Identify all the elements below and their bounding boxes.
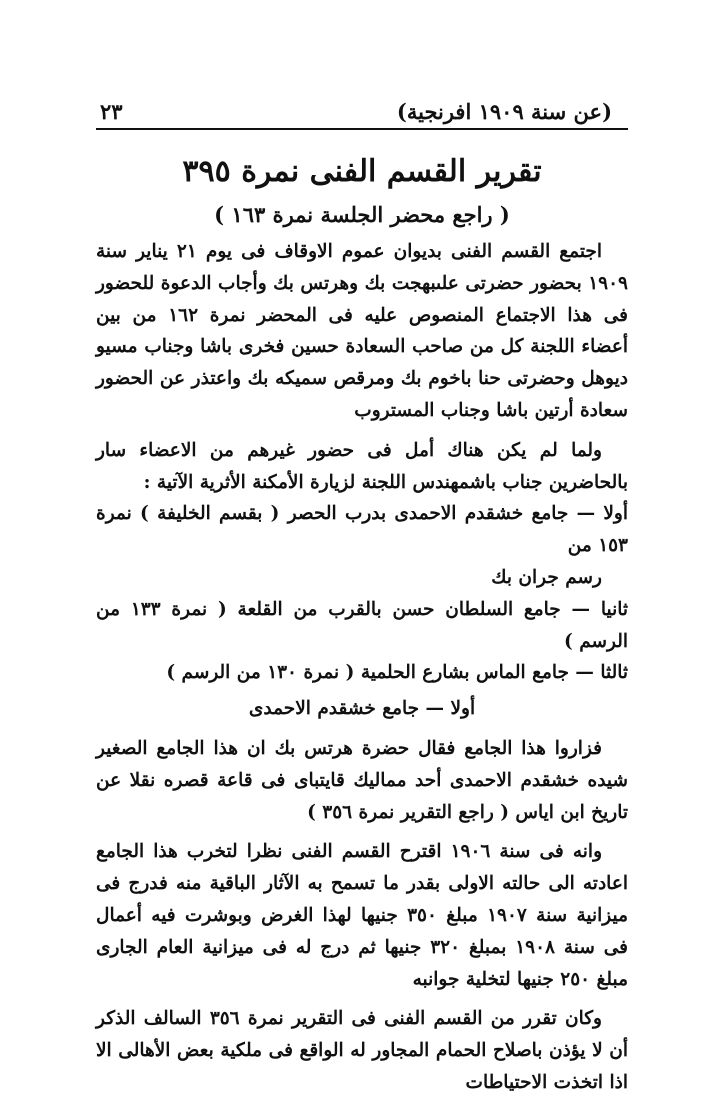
paragraph-bath: وكان تقرر من القسم الفنى فى التقرير نمرة ٣٥٦ السالف الذكر أن لا يؤذن باصلاح الحمام المجاور له الواقع فى ملكية بعض الأهالى الا اذا اتخذت الاحتياطات: [96, 1008, 628, 1093]
paragraph-visit: ولما لم يكن هناك أمل فى حضور غيرهم من الاعضاء سار بالحاضرين جناب باشمهندس اللجنة لزيارة الأمكنة الأثرية الآتية :: [96, 439, 628, 493]
list-item-second: ثانيا — جامع السلطان حسن بالقرب من القلعة ( نمرة ١٣٣ من الرسم ): [96, 598, 629, 652]
report-body: [96, 236, 628, 1099]
page-number: ٢٣: [100, 99, 123, 124]
paragraph-history: فزاروا هذا الجامع فقال حضرة هرتس بك ان هذا الجامع الصغير شيده خشقدم الاحمدى أحد مماليك قايتباى فى قاعة قصره نقلا عن تاريخ ابن اياس ( راجع التقرير نمرة ٣٥٦ ): [96, 737, 628, 823]
report-reference: ( راجع محضر الجلسة نمرة ١٦٣ ): [214, 202, 510, 227]
paragraph-budget: وانه فى سنة ١٩٠٦ اقترح القسم الفنى نظرا لتخرب هذا الجامع اعادته الى حالته الاولى بقدر ما تسمح به الآثار الباقية منه فدرج فى ميزانية سنة ١٩٠٧ مبلغ ٣٥٠ جنيها لهذا الغرض وبوشرت فيه أعمال فى سنة ١٩٠٨ بمبلغ ٣٢٠ جنيها ثم درج له فى ميزانية العام الجارى مبلغ ٢٥٠ جنيها لتخلية جوانبه: [96, 841, 628, 990]
page-header: [100, 90, 620, 124]
paragraph-meeting: اجتمع القسم الفنى بديوان عموم الاوقاف فى يوم ٢١ يناير سنة ١٩٠٩ بحضور حضرتى علىبهجت بك وهرتس بك وأجاب الدعوة للحضور فى هذا الاجتماع المنصوص عليه فى المحضر نمرة ١٦٢ من بين أعضاء اللجنة كل من صاحب السعادة حسين فخرى باشا وجناب مسيو ديوهل وحضرتى حنا باخوم بك ومرقص سميكه بك واعتذر عن الحضور سعادة أرتين باشا وجناب المستروب: [96, 241, 628, 421]
section-heading: أولا — جامع خشقدم الاحمدى: [248, 698, 476, 720]
list-item-first-continuation: رسم جران بك: [491, 566, 602, 588]
running-head: (عن سنة ١٩٠٩ افرنجية): [396, 99, 612, 124]
list-item-first: أولا — جامع خشقدم الاحمدى بدرب الحصر ( بقسم الخليفة ) نمرة ١٥٣ من: [96, 503, 628, 557]
header-rule: [96, 128, 628, 130]
list-item-third: ثالثا — جامع الماس بشارع الحلمية ( نمرة ١٣٠ من الرسم ): [166, 662, 628, 684]
report-title: تقرير القسم الفنى نمرة ٣٩٥: [182, 154, 542, 189]
